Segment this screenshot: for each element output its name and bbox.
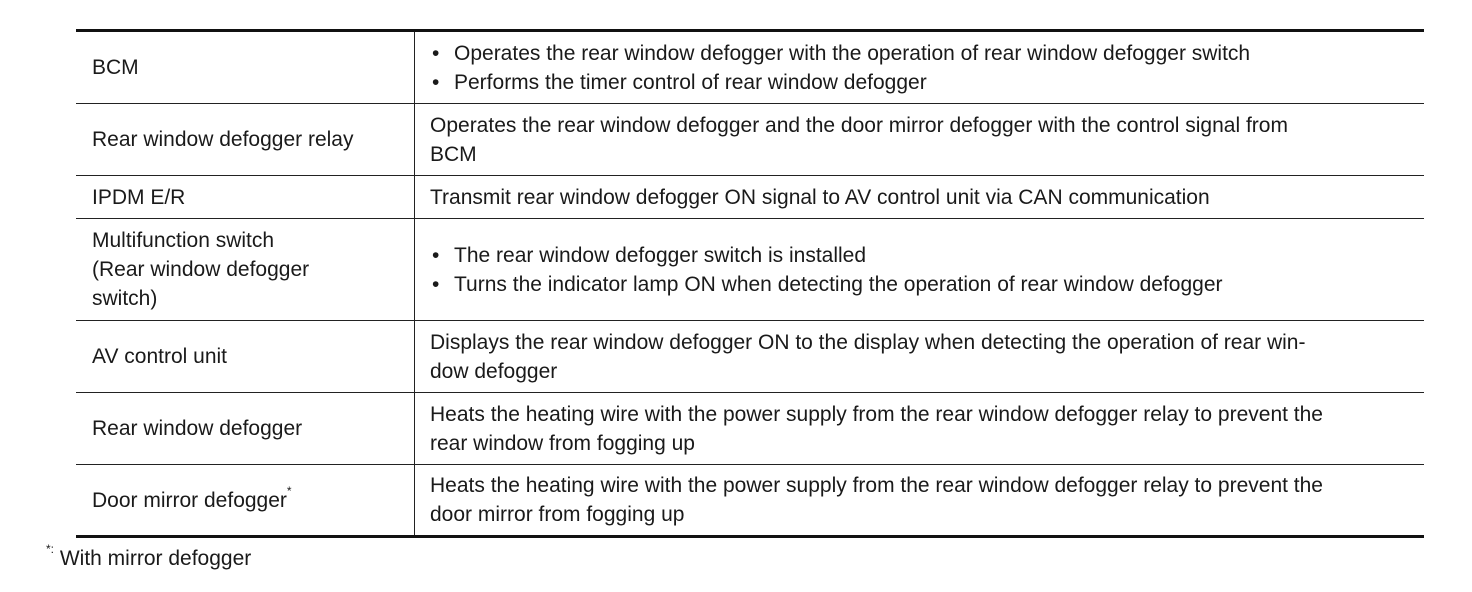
footnote-mark: * [46,542,51,556]
function-text: Performs the timer control of rear window defogger [454,70,927,94]
function-text: Displays the rear window defogger ON to the display when detecting the operation of rear win- [430,330,1306,354]
function-bullet [430,270,1410,299]
function-text: Transmit rear window defogger ON signal to AV control unit via CAN communication [430,185,1210,209]
component-name-cell [76,465,415,537]
table-row [76,393,1424,465]
function-text: rear window from fogging up [430,431,695,455]
table-row [76,104,1424,176]
bullet-icon: • [432,272,440,296]
table-row [76,176,1424,219]
function-text: door mirror from fogging up [430,503,685,526]
function-text: Turns the indicator lamp ON when detecting the operation of rear window defogger [454,272,1223,296]
bullet-icon: • [432,243,440,267]
component-name-cell [76,176,415,219]
function-cell [415,219,1425,321]
function-bullet-list [430,241,1410,299]
table-row [76,31,1424,104]
component-name: AV control unit [92,345,228,368]
function-cell [415,176,1425,219]
component-name: Multifunction switch [92,229,275,252]
function-cell [415,321,1425,393]
footnote-text: With mirror defogger [54,547,252,570]
table-row [76,321,1424,393]
component-name-cell [76,104,415,176]
table-row [76,219,1424,321]
function-text: dow defogger [430,359,558,383]
component-name: IPDM E/R [92,185,186,209]
component-name-cell [76,31,415,104]
function-bullet [430,39,1410,68]
function-text: Operates the rear window defogger and the door mirror defogger with the control signal from [430,113,1288,137]
function-text: BCM [430,142,477,166]
component-name-cell [76,393,415,465]
component-name: switch) [92,287,158,310]
component-name: Rear window defogger [92,417,303,440]
component-name: (Rear window defogger [92,258,310,281]
table-row [76,465,1424,537]
component-name: Rear window defogger relay [92,128,354,151]
function-bullet [430,241,1410,270]
function-cell [415,31,1425,104]
function-cell [415,465,1425,537]
function-text: Heats the heating wire with the power supply from the rear window defogger relay to prevent the [430,402,1323,426]
function-cell [415,393,1425,465]
function-bullet [430,68,1410,97]
footnote [46,544,251,573]
component-name: Door mirror defogger [92,488,287,512]
function-bullet-list [430,39,1410,97]
bullet-icon: • [432,41,440,65]
function-cell [415,104,1425,176]
footnote-separator: : [50,542,55,556]
component-function-table [76,29,1424,538]
function-text: Heats the heating wire with the power supply from the rear window defogger relay to prevent the [430,474,1323,497]
component-name-cell [76,321,415,393]
component-name: BCM [92,56,139,79]
footnote-mark: * [286,483,292,498]
function-text: Operates the rear window defogger with the operation of rear window defogger switch [454,41,1251,65]
function-text: The rear window defogger switch is installed [454,243,867,267]
component-name-cell [76,219,415,321]
bullet-icon: • [432,70,440,94]
